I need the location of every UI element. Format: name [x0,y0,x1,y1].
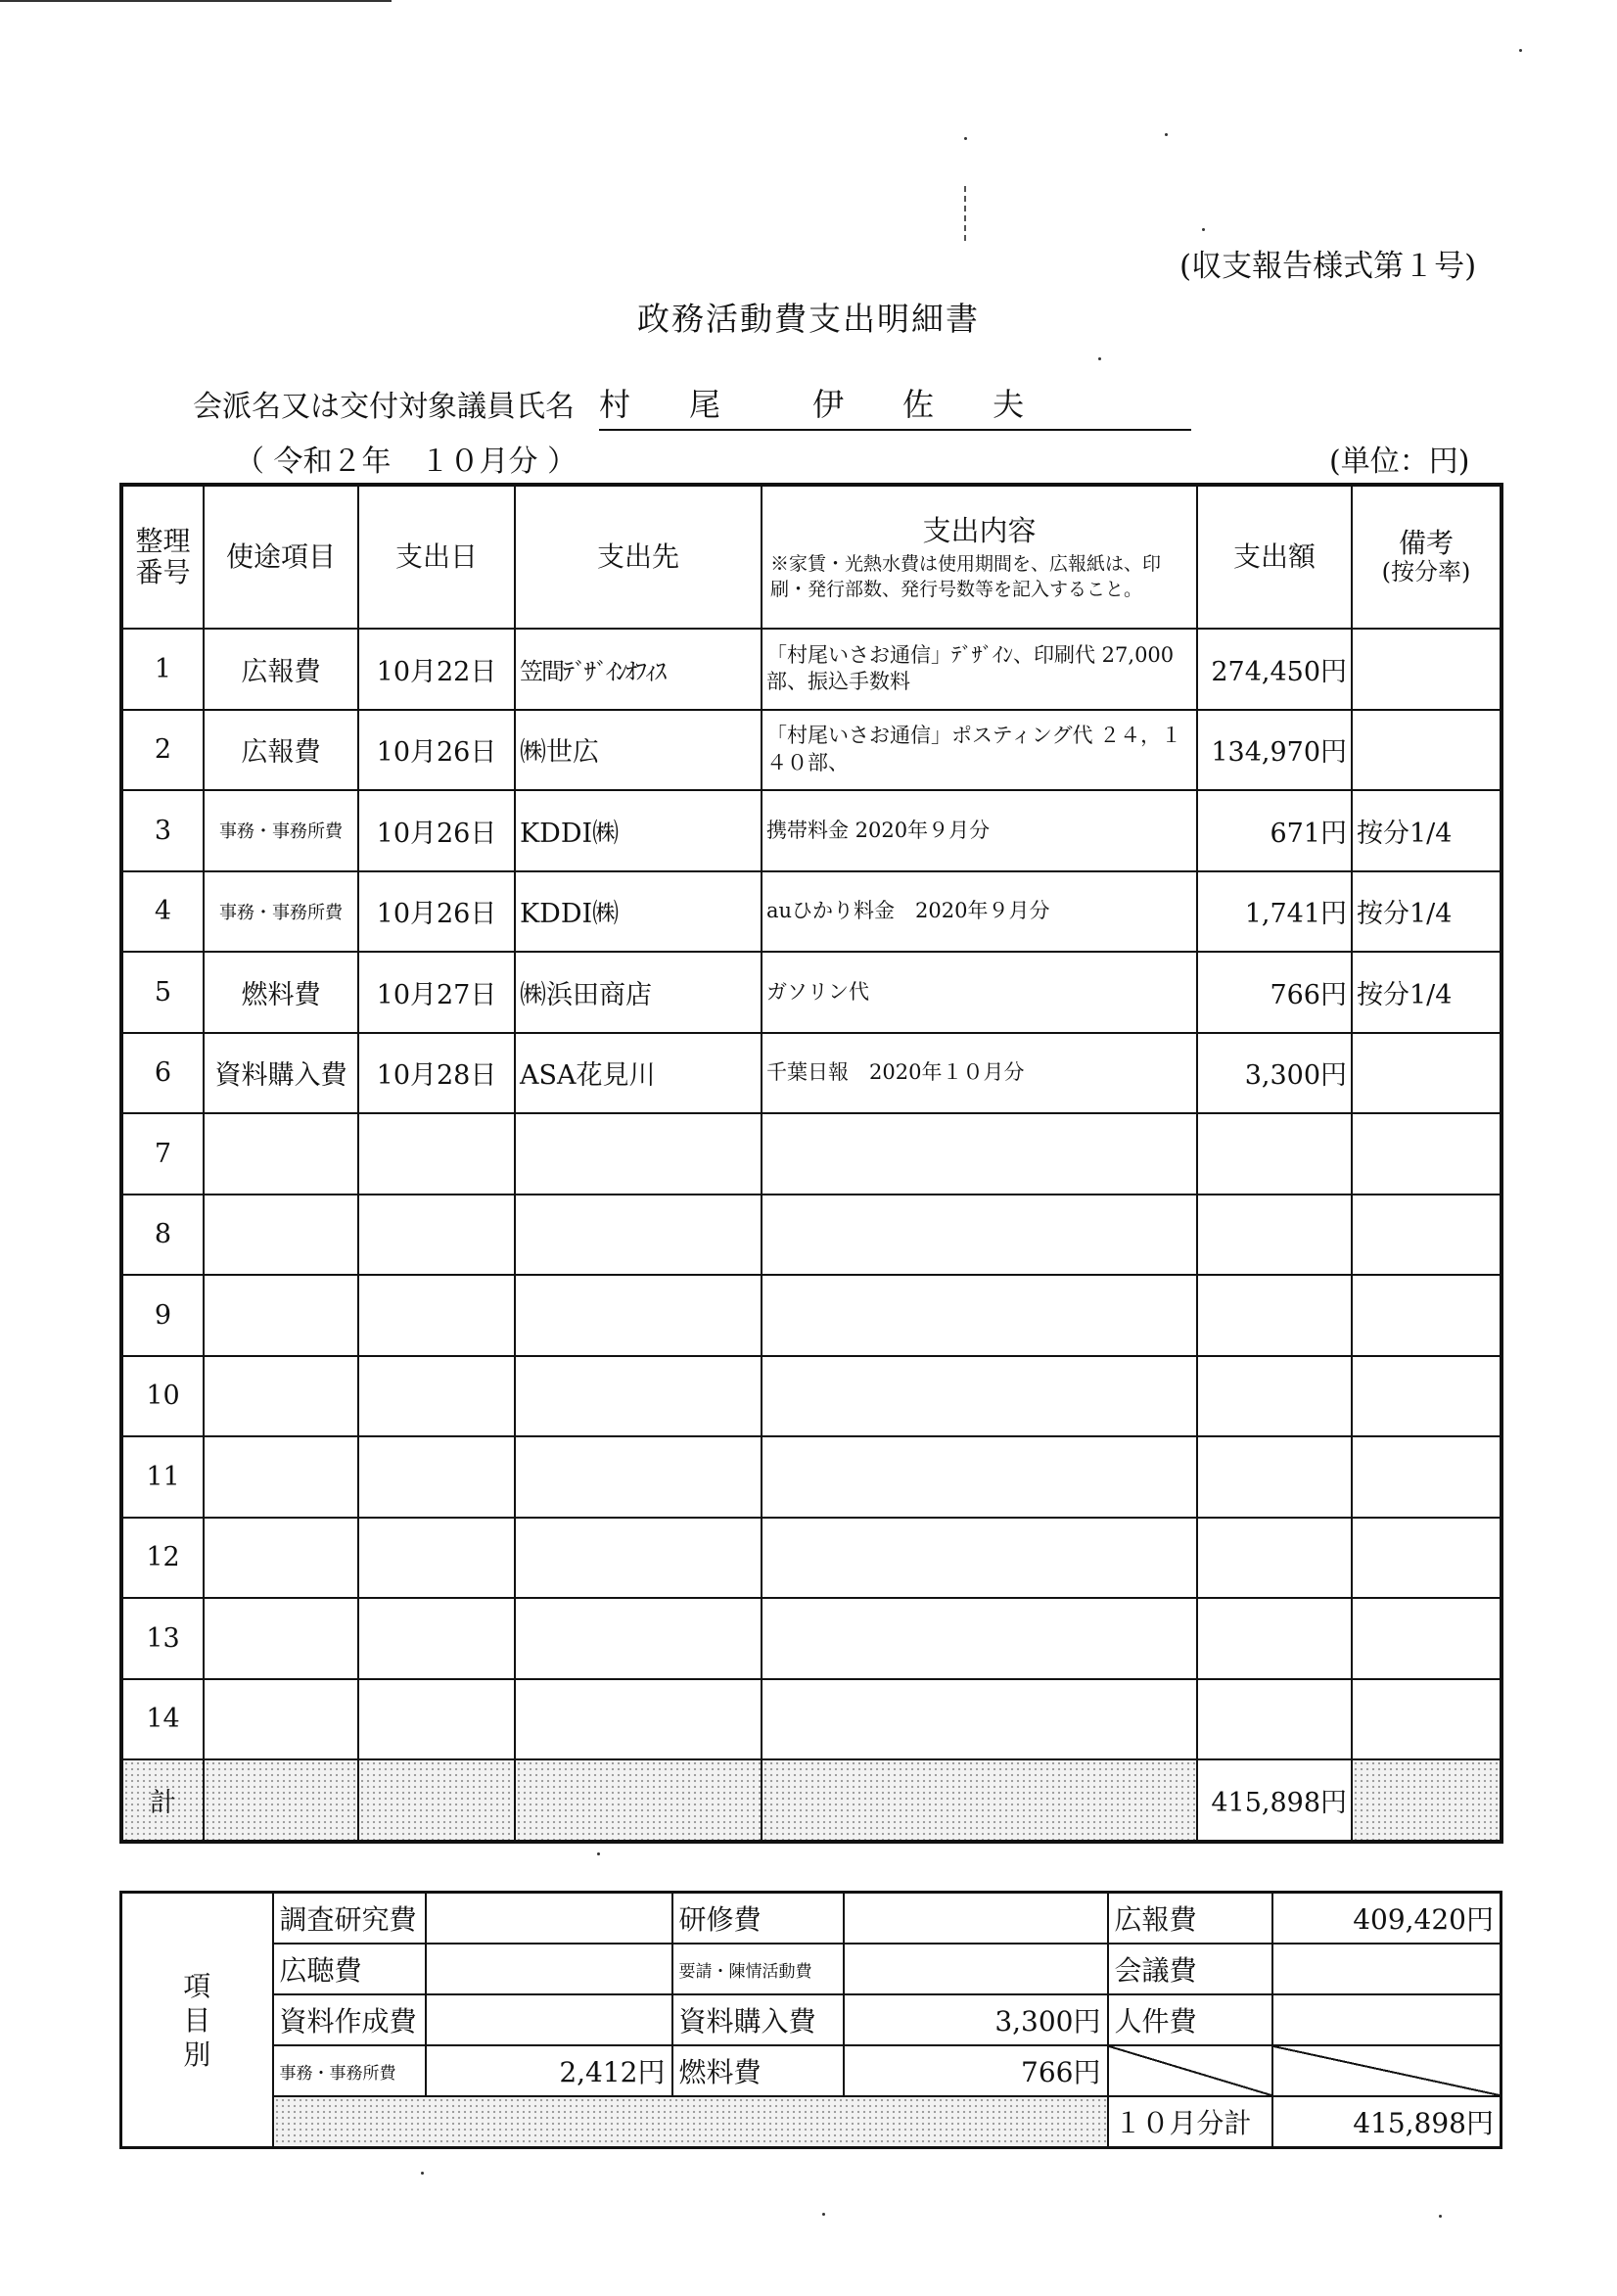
total-blank-cell [515,1759,762,1842]
table-header-row [121,485,1502,629]
scan-speck [1439,2215,1442,2218]
row-content [762,1275,1197,1356]
row-amount [1197,1518,1352,1599]
row-content [762,1195,1197,1276]
summary-total-row [121,2096,1502,2148]
row-number: 6 [121,1033,204,1114]
summary-label: 人件費 [1108,1994,1272,2045]
report-period: （ 令和２年 １０月分 ） [235,445,578,479]
table-row [121,952,1502,1033]
header-amount: 支出額 [1197,485,1352,629]
row-use [204,1598,358,1679]
row-payee: ASA花見川 [515,1033,762,1114]
row-content: 「村尾いさお通信」ポスティング代 ２４，１４０部、 [762,710,1197,791]
total-blank-cell [204,1759,358,1842]
scan-speck [964,137,967,140]
summary-value: 3,300円 [844,1994,1108,2045]
summary-side-label: 項 目 別 [121,1893,273,2148]
row-amount [1197,1436,1352,1518]
table-row [121,1518,1502,1599]
summary-label: 研修費 [672,1893,844,1945]
row-payee [515,1436,762,1518]
summary-value [426,1944,672,1994]
crossed-out-cell [1108,2045,1272,2096]
row-payee: 笠間ﾃﾞｻﾞｲﾝｵﾌｨｽ [515,629,762,710]
row-use: 燃料費 [204,952,358,1033]
category-summary-table [119,1891,1502,2149]
table-row [121,710,1502,791]
row-number: 4 [121,871,204,953]
table-row [121,1275,1502,1356]
row-use [204,1679,358,1760]
table-row [121,1356,1502,1437]
table-row [121,1033,1502,1114]
row-content: ガソリン代 [762,952,1197,1033]
header-note-sub: (按分率) [1381,558,1471,586]
summary-label: 資料購入費 [672,1994,844,2045]
row-note [1352,1679,1502,1760]
summary-label: 広報費 [1108,1893,1272,1945]
row-content: 「村尾いさお通信」ﾃﾞｻﾞｲﾝ、印刷代 27,000部、振込手数料 [762,629,1197,710]
summary-label: 事務・事務所費 [273,2045,426,2096]
scan-mark [964,186,966,241]
row-amount: 1,741円 [1197,871,1352,953]
scan-speck [1165,133,1168,136]
row-content [762,1518,1197,1599]
summary-value: 766円 [844,2045,1108,2096]
scan-speck [421,2172,424,2175]
row-note [1352,710,1502,791]
row-use: 資料購入費 [204,1033,358,1114]
summary-row [121,1994,1502,2045]
row-number: 5 [121,952,204,1033]
header-date: 支出日 [358,485,515,629]
summary-label: 資料作成費 [273,1994,426,2045]
table-row [121,1195,1502,1276]
row-amount: 766円 [1197,952,1352,1033]
row-payee: KDDI㈱ [515,790,762,871]
row-number: 9 [121,1275,204,1356]
row-use: 事務・事務所費 [204,871,358,953]
header-content-note: ※家賃・光熱水費は使用期間を、広報紙は、印刷・発行部数、発行号数等を記入すること。 [770,552,1162,600]
row-note: 按分1/4 [1352,952,1502,1033]
row-amount [1197,1679,1352,1760]
header-content [762,485,1197,629]
row-payee: ㈱世広 [515,710,762,791]
row-payee [515,1275,762,1356]
header-note-title: 備考 [1398,527,1454,560]
row-note [1352,629,1502,710]
row-content [762,1679,1197,1760]
row-note: 按分1/4 [1352,790,1502,871]
header-number: 整理 番号 [121,485,204,629]
document-title: 政務活動費支出明細書 [637,300,980,338]
row-payee: ㈱浜田商店 [515,952,762,1033]
row-note [1352,1113,1502,1195]
summary-value [844,1893,1108,1945]
row-content: 携帯料金 2020年９月分 [762,790,1197,871]
table-row [121,1679,1502,1760]
scan-speck [597,1852,600,1855]
row-amount [1197,1356,1352,1437]
row-date [358,1436,515,1518]
table-row [121,871,1502,953]
row-use [204,1436,358,1518]
row-date: 10月26日 [358,710,515,791]
row-number: 11 [121,1436,204,1518]
row-note [1352,1356,1502,1437]
member-label: 会派名又は交付対象議員氏名 [193,390,575,424]
row-use [204,1195,358,1276]
scan-speck [1202,228,1205,231]
summary-value [844,1944,1108,1994]
row-content [762,1436,1197,1518]
summary-value [426,1994,672,2045]
total-row [121,1759,1502,1842]
row-use: 広報費 [204,629,358,710]
header-payee: 支出先 [515,485,762,629]
row-content: auひかり料金 2020年９月分 [762,871,1197,953]
member-name-char: 伊 [812,386,847,423]
row-content [762,1356,1197,1437]
header-content-title: 支出内容 [922,513,1037,547]
total-label: 計 [121,1759,204,1842]
row-date [358,1679,515,1760]
row-note [1352,1033,1502,1114]
scan-edge [0,0,392,2]
row-note [1352,1195,1502,1276]
row-payee [515,1518,762,1599]
header-note [1352,485,1502,629]
row-payee [515,1356,762,1437]
row-content [762,1598,1197,1679]
member-name-char: 夫 [993,386,1027,423]
row-content: 千葉日報 2020年１０月分 [762,1033,1197,1114]
summary-value [1272,1994,1502,2045]
row-note: 按分1/4 [1352,871,1502,953]
header-use: 使途項目 [204,485,358,629]
member-name-char: 佐 [902,386,937,423]
row-payee: KDDI㈱ [515,871,762,953]
scan-speck [1098,357,1101,360]
table-row [121,1436,1502,1518]
row-amount: 3,300円 [1197,1033,1352,1114]
row-number: 1 [121,629,204,710]
row-date: 10月28日 [358,1033,515,1114]
row-payee [515,1113,762,1195]
summary-label: 会議費 [1108,1944,1272,1994]
row-note [1352,1275,1502,1356]
row-number: 14 [121,1679,204,1760]
row-amount [1197,1598,1352,1679]
row-number: 8 [121,1195,204,1276]
member-name [599,380,1191,431]
total-blank-cell [358,1759,515,1842]
month-total-label: １０月分計 [1108,2096,1272,2148]
summary-row [121,1893,1502,1945]
row-number: 7 [121,1113,204,1195]
scan-speck [1519,49,1522,52]
row-date: 10月27日 [358,952,515,1033]
row-number: 12 [121,1518,204,1599]
row-use [204,1275,358,1356]
total-amount: 415,898円 [1197,1759,1352,1842]
table-row [121,629,1502,710]
table-row [121,1113,1502,1195]
row-number: 2 [121,710,204,791]
row-amount [1197,1195,1352,1276]
row-number: 13 [121,1598,204,1679]
row-payee [515,1679,762,1760]
row-use [204,1113,358,1195]
summary-value [1272,1944,1502,1994]
row-number: 3 [121,790,204,871]
row-amount: 134,970円 [1197,710,1352,791]
row-date [358,1113,515,1195]
row-payee [515,1598,762,1679]
member-name-char: 尾 [689,386,723,423]
member-name-char: 村 [599,386,633,423]
table-row [121,790,1502,871]
row-date [358,1356,515,1437]
row-date [358,1518,515,1599]
summary-label: 燃料費 [672,2045,844,2096]
row-content [762,1113,1197,1195]
summary-blank-area [273,2096,1108,2148]
row-amount [1197,1113,1352,1195]
row-date: 10月26日 [358,871,515,953]
row-amount [1197,1275,1352,1356]
row-amount: 274,450円 [1197,629,1352,710]
row-payee [515,1195,762,1276]
summary-row [121,2045,1502,2096]
crossed-out-cell [1272,2045,1502,2096]
expense-detail-table [119,483,1503,1844]
scan-speck [822,2213,825,2216]
summary-label: 調査研究費 [273,1893,426,1945]
total-blank-cell [1352,1759,1502,1842]
row-use: 事務・事務所費 [204,790,358,871]
row-date [358,1275,515,1356]
row-date: 10月22日 [358,629,515,710]
summary-value: 409,420円 [1272,1893,1502,1945]
row-use [204,1518,358,1599]
row-note [1352,1436,1502,1518]
row-date: 10月26日 [358,790,515,871]
row-number: 10 [121,1356,204,1437]
summary-value [426,1893,672,1945]
summary-label: 要請・陳情活動費 [672,1944,844,1994]
summary-row [121,1944,1502,1994]
unit-label: (単位：円) [1329,445,1470,479]
summary-label: 広聴費 [273,1944,426,1994]
total-blank-cell [762,1759,1197,1842]
row-date [358,1598,515,1679]
row-note [1352,1598,1502,1679]
row-amount: 671円 [1197,790,1352,871]
summary-value: 2,412円 [426,2045,672,2096]
row-note [1352,1518,1502,1599]
month-total-value: 415,898円 [1272,2096,1502,2148]
table-row [121,1598,1502,1679]
form-number: (収支報告様式第１号) [1179,249,1477,284]
row-use: 広報費 [204,710,358,791]
row-use [204,1356,358,1437]
row-date [358,1195,515,1276]
